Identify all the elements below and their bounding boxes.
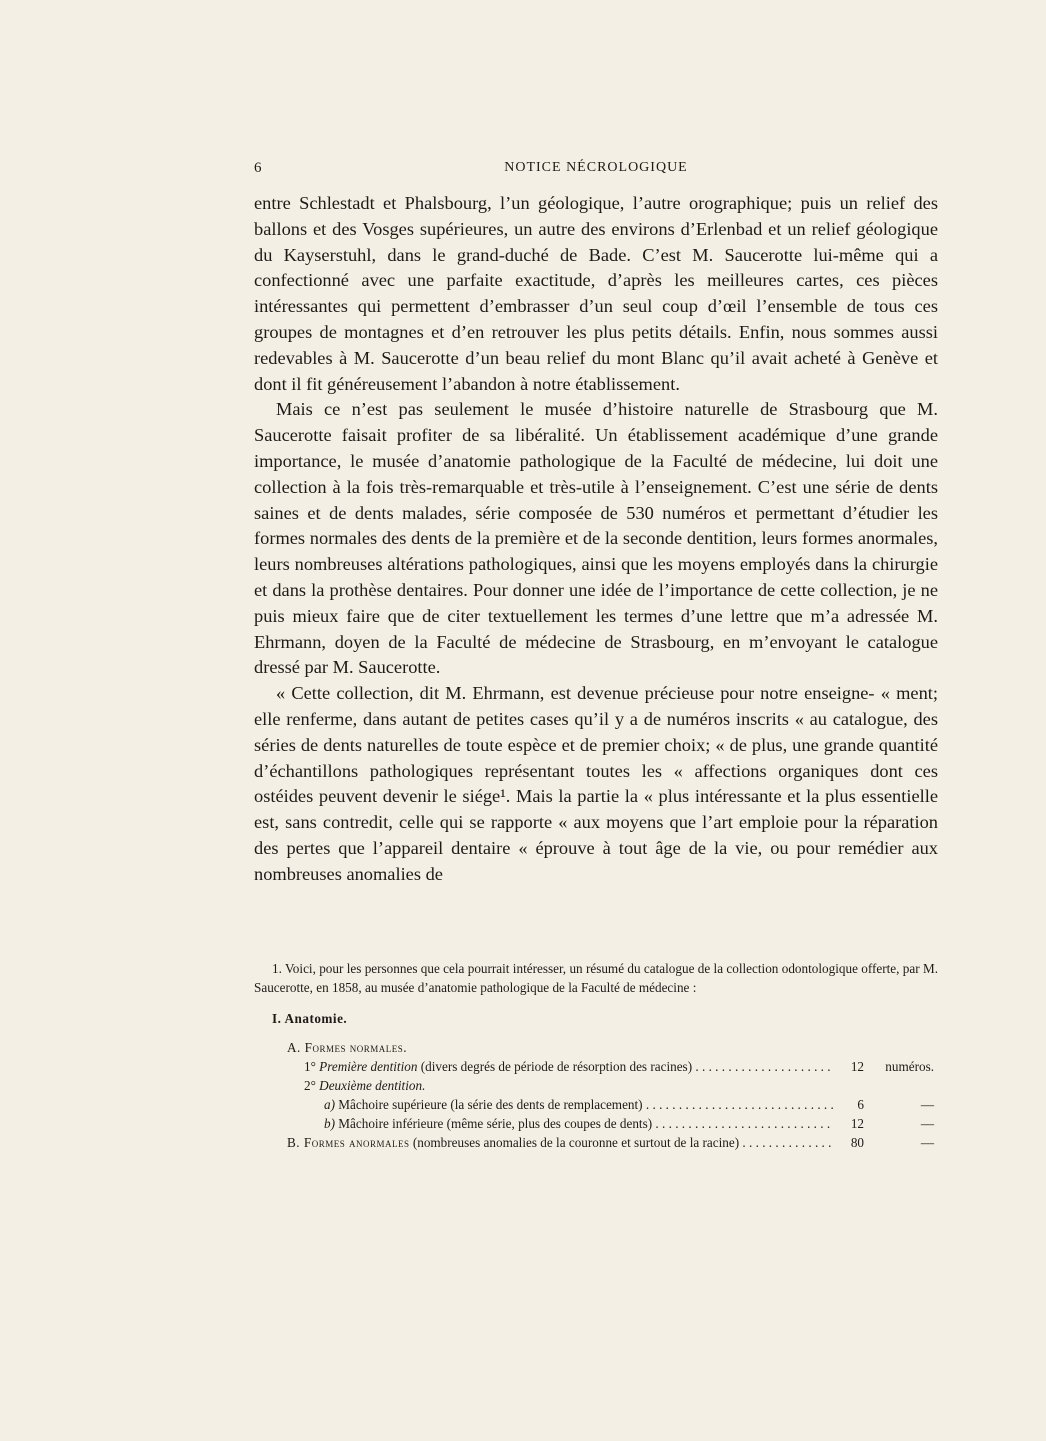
footnote-intro: 1. Voici, pour les personnes que cela pourrait intéresser, un résumé du catalogue de la collection odontologique offerte, par M. Saucerotte, en 1858, au musée d’anatomie pathologique de la Faculté de médecine : — [254, 961, 938, 995]
running-title: NOTICE NÉCROLOGIQUE — [504, 160, 688, 175]
item-unit: — — [920, 1097, 934, 1112]
page-number: 6 — [254, 160, 262, 176]
item-label — [324, 1095, 834, 1114]
footnote-block — [254, 959, 938, 1152]
subsection-label: A. Formes normales. — [287, 1040, 408, 1055]
item-label — [287, 1133, 834, 1152]
item-count: 6 — [857, 1097, 864, 1112]
footnote-item — [254, 1076, 938, 1095]
item-text: Mâchoire supérieure (la série des dents de remplacement) — [338, 1097, 643, 1112]
footnote-subsection-a — [254, 1038, 938, 1057]
footnote-section-heading: I. Anatomie. — [272, 1011, 348, 1026]
item-unit: numéros. — [885, 1059, 934, 1074]
item-number: 2° — [304, 1078, 316, 1093]
footnote-item — [254, 1057, 938, 1076]
paragraph: entre Schlestadt et Phalsbourg, l’un géologique, l’autre orographique; puis un relief des ballons et des Vosges supérieures, un autre des environs d’Erlenbad et un relief géologique du Kayserstuhl, dans le grand-duché de Bade. C’est M. Saucerotte lui-même qui a confectionné avec une parfaite exactitude, d’après les meilleures cartes, ces pièces intéressantes qui permettent d’embrasser d’un seul coup d’œil l’ensemble de tous ces groupes de montagnes et d’en retrouver les plus petits détails. Enfin, nous sommes aussi redevables à M. Saucerotte d’un beau relief du mont Blanc qu’il avait acheté à Genève et dont il fit généreusement l’abandon à notre établissement. — [254, 193, 938, 394]
item-marker: a) — [324, 1097, 335, 1112]
item-count: 12 — [850, 1116, 864, 1131]
item-text: Mâchoire inférieure (même série, plus des coupes de dents) — [338, 1116, 653, 1131]
paragraph: « Cette collection, dit M. Ehrmann, est devenue précieuse pour notre enseigne- « ment; elle renferme, dans autant de petites cases qu’il y a de numéros inscrits « au catalogue, des séries de dents naturelles de toute espèce et de premier choix; « de plus, une grande quantité d’échantillons pathologiques représentant toutes les « affections organiques dont ces ostéides peuvent devenir le siége¹. Mais la partie la « plus intéressante et la plus essentielle est, sans contredit, celle qui se rapporte « aux moyens que l’art emploie pour la réparation des pertes que l’appareil dentaire « éprouve à tout âge de la vie, ou pour remédier aux nombreuses anomalies de — [254, 683, 938, 884]
footnote-subsection-b — [254, 1133, 938, 1152]
item-unit: — — [920, 1135, 934, 1150]
subsection-label: B. Formes anormales — [287, 1135, 410, 1150]
main-text — [254, 191, 938, 888]
item-title: Deuxième dentition. — [319, 1078, 426, 1093]
item-count: 80 — [850, 1135, 864, 1150]
item-label — [304, 1076, 938, 1095]
page-header — [254, 160, 938, 182]
footnote-subitem — [254, 1114, 938, 1133]
item-count: 12 — [850, 1059, 864, 1074]
footnote-subitem — [254, 1095, 938, 1114]
item-label — [304, 1057, 834, 1076]
item-label — [324, 1114, 834, 1133]
paragraph: Mais ce n’est pas seulement le musée d’histoire naturelle de Strasbourg que M. Saucerotte faisait profiter de sa libéralité. Un établissement académique d’une grande importance, le musée d’anatomie pathologique de la Faculté de médecine, lui doit une collection à la fois très-remarquable et très-utile à l’enseignement. C’est une série de dents saines et de dents malades, série composée de 530 numéros et permettant d’étudier les formes normales des dents de la première et de la seconde dentition, leurs formes anormales, leurs nombreuses altérations pathologiques, ainsi que les moyens employés dans la chirurgie et dans la prothèse dentaires. Pour donner une idée de l’importance de cette collection, je ne puis mieux faire que de citer textuellement les termes d’une lettre que m’a adressée M. Ehrmann, doyen de la Faculté de médecine de Strasbourg, en m’envoyant le catalogue dressé par M. Saucerotte. — [254, 399, 938, 678]
item-title: Première dentition — [319, 1059, 418, 1074]
item-text: (nombreuses anomalies de la couronne et surtout de la racine) — [412, 1135, 740, 1150]
item-text: (divers degrés de période de résorption des racines) — [420, 1059, 693, 1074]
item-unit: — — [920, 1116, 934, 1131]
item-number: 1° — [304, 1059, 316, 1074]
item-marker: b) — [324, 1116, 335, 1131]
